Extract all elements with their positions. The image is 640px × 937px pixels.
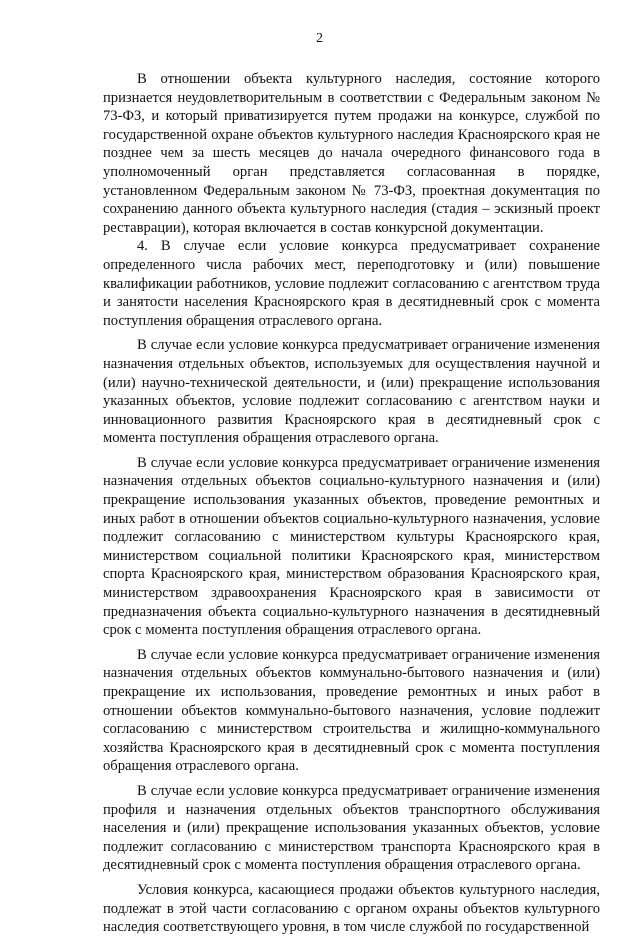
page-number: 2 <box>316 31 323 46</box>
paragraph-transport: В случае если условие конкурса предусматривает ограничение изменения профиля и назначения отдельных объектов транспортного обслуживания населения и (или) прекращение использования указанных объектов, условие подлежит согласованию с министерством транспорта Красноярского края в десятидневный срок с момента поступления обращения отраслевого органа. <box>103 782 600 874</box>
paragraph-science: В случае если условие конкурса предусматривает ограничение изменения назначения отдельных объектов, используемых для осуществления научной и (или) научно-технической деятельности, и (или) прекращение использования указанных объектов, условие подлежит согласованию с агентством науки и инновационного развития Красноярского края в десятидневный срок с момента поступления обращения отраслевого органа. <box>103 337 600 447</box>
paragraph-cultural-heritage: В отношении объекта культурного наследия, состояние которого признается неудовлетворительным в соответствии с Федеральным законом № 73-ФЗ, и который приватизируется путем продажи на конкурсе, службой по государственной охране объектов культурного наследия Красноярского края не позднее чем за шесть месяцев до начала очередного финансового года в уполномоченный орган представляется согласованная в порядке, установленном Федеральным законом № 73-ФЗ, проектная документация по сохранению данного объекта культурного наследия (стадия – эскизный проект реставрации), которая включается в состав конкурсной документации. <box>103 71 600 236</box>
paragraph-social-cultural: В случае если условие конкурса предусматривает ограничение изменения назначения отдельных объектов социально-культурного назначения и (или) прекращение использования указанных объектов, проведение ремонтных и иных работ в отношении объектов социально-культурного назначения, условие подлежит согласованию с министерством культуры Красноярского края, министерством социальной политики Красноярского края, министерством спорта Красноярского края, министерством образования Красноярского края, министерством здравоохранения Красноярского края в зависимости от предназначения объекта социально-культурного назначения в десятидневный срок с момента поступления обращения отраслевого органа. <box>103 454 600 639</box>
paragraph-heritage-conditions: Условия конкурса, касающиеся продажи объектов культурного наследия, подлежат в этой части согласованию с органом охраны объектов культурного наследия соответствующего уровня, в том числе службой по государственной <box>103 881 600 936</box>
paragraph-communal: В случае если условие конкурса предусматривает ограничение изменения назначения отдельных объектов коммунально-бытового назначения и (или) прекращение их использования, проведение ремонтных и иных работ в отношении объектов коммунально-бытового назначения, условие подлежит согласованию с министерством строительства и жилищно-коммунального хозяйства Красноярского края в десятидневный срок с момента поступления обращения отраслевого органа. <box>103 646 600 775</box>
paragraph-item-4: 4. В случае если условие конкурса предусматривает сохранение определенного числа рабочих мест, переподготовку и (или) повышение квалификации работников, условие подлежит согласованию с агентством труда и занятости населения Красноярского края в десятидневный срок с момента поступления обращения отраслевого органа. <box>103 238 600 329</box>
